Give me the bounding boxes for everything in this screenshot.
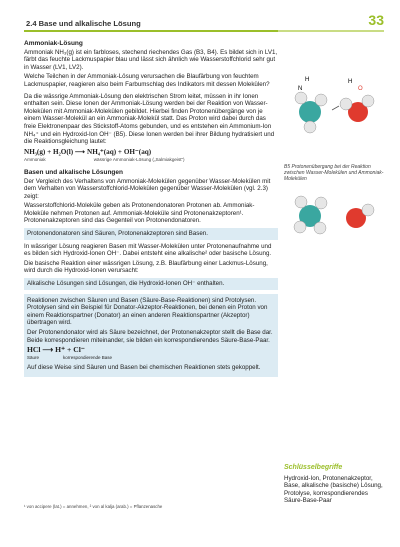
box3-paragraph-1: Reaktionen zwischen Säuren und Basen (Säure-Base-Reaktionen) sind Protolysen. Protolysen sind ein Beispiel für Donator-Akzeptor-Reaktionen, bei denen ein Proton von einem Reaktionspartner (Donator) an einen anderen Reaktionspartner (Akzeptor) übertragen wird. bbox=[27, 296, 268, 327]
hydrogen-atom-icon bbox=[315, 197, 327, 209]
basen-heading: Basen und alkalische Lösungen bbox=[24, 168, 123, 176]
hydrogen-atom-icon bbox=[314, 222, 326, 234]
keywords-list: Hydroxid-Ion, Protonenakzeptor, Base, alkalische (basische) Lösung, Protolyse, korrespondierendes Säure-Base-Paar bbox=[284, 475, 383, 505]
hydrogen-atom-icon bbox=[294, 221, 306, 233]
equation-labels bbox=[24, 156, 278, 164]
definition-box-3 bbox=[24, 294, 278, 377]
definition-box-2: Alkalische Lösungen sind Lösungen, die Hydroxid-Ionen OH⁻ enthalten. bbox=[24, 278, 278, 290]
paragraph-7: Die basische Reaktion einer wässrigen Lösung, z.B. Blaufärbung einer Lackmus-Lösung, wird durch die Hydroxid-Ionen verursacht: bbox=[24, 259, 268, 275]
ammoniak-heading: Ammoniak-Lösung bbox=[24, 40, 83, 47]
ammonia-n-label: N bbox=[298, 86, 303, 92]
header-rule-right bbox=[278, 30, 384, 32]
ion-figure bbox=[284, 178, 384, 258]
reaction-equation: NH₃(g) + H₂O(l) ⟶ NH₄⁺(aq) + OH⁻(aq) bbox=[24, 147, 152, 156]
hcl-label-right: korrespondierende Base bbox=[63, 354, 113, 360]
hydrogen-atom-icon bbox=[295, 92, 307, 104]
hydrogen-atom-icon bbox=[340, 98, 352, 110]
page-margin bbox=[0, 0, 18, 547]
hydrogen-atom-icon bbox=[295, 196, 307, 208]
equation-label-left: Ammoniak bbox=[24, 157, 46, 163]
box3-paragraph-2: Der Protonendonator wird als Säure bezeichnet, der Protonenakzeptor stellt die Base dar. Beide korrespondieren miteinander, sie bilden ein korrespondierendes Säure-Base-Paar. bbox=[27, 329, 273, 344]
paragraph-1: Ammoniak NH₃(g) ist ein farbloses, stechend riechendes Gas (B3, B4). Es bildet sich in LV1, färbt das feuchte Lackmuspapier blau und lässt sich ähnlich wie Wasserstoffchlorid sehr gut in Wasser (LV1, LV2). bbox=[24, 48, 278, 71]
hcl-label-left: Säure bbox=[27, 354, 40, 360]
hydrogen-atom-icon bbox=[315, 94, 327, 106]
paragraph-5: Wasserstoffchlorid-Moleküle geben als Protonendonatoren Protonen ab. Ammoniak-Moleküle nehmen Protonen auf. Ammoniak-Moleküle sind Protonenakzeptoren¹. Protonenakzeptoren sind das Gegenteil von Protonendonatoren. bbox=[24, 202, 255, 225]
water-o-label: O bbox=[358, 86, 363, 92]
figure-caption: B5 Protonenübergang bei der Reaktion zwischen Wasser-Molekülen und Ammoniak-Molekülen bbox=[284, 164, 384, 182]
hcl-equation: HCl ⟶ H⁺ + Cl⁻ bbox=[27, 345, 85, 355]
page-number: 33 bbox=[368, 12, 384, 28]
hydrogen-atom-icon bbox=[362, 204, 374, 216]
molecule-figure bbox=[284, 70, 384, 170]
ammonia-h-label: H bbox=[305, 77, 310, 83]
hydrogen-atom-icon bbox=[362, 95, 374, 107]
hydrogen-atom-icon bbox=[304, 121, 316, 133]
paragraph-3: Da die wässrige Ammoniak-Lösung den elektrischen Strom leitet, müssen in ihr Ionen enthalten sein. Diese Ionen der Ammoniak-Lösung werden bei der Reaktion von Wasser-Molekülen mit Ammoniak-Molekülen gebildet. Hierbei finden Protonenübergänge von je einem Wasser-Molekül an ein Ammoniak-Molekül statt. Das Proton wird dabei durch das freie Elektronenpaar des Stickstoff-Atoms gebunden, und es entstehen ein Ammonium-Ion NH₄⁺ und ein Hydroxid-Ion OH⁻ (B5). Diese Ionen werden bei ihrer Bildung hydratisiert und die Reaktionsgleichung lautet: bbox=[24, 92, 275, 146]
definition-box-1: Protonendonatoren sind Säuren, Protonenakzeptoren sind Basen. bbox=[24, 228, 278, 240]
paragraph-2: Welche Teilchen in der Ammoniak-Lösung verursachen die Blaufärbung von feuchtem Lackmuspapier, reagieren also beim Farbumschlag des Indikators mit dessen Molekülen? bbox=[24, 73, 270, 88]
equation-label-right: wässrige Ammoniak-Lösung („Salmiakgeist“) bbox=[93, 157, 185, 163]
transfer-arrow-icon bbox=[332, 106, 339, 110]
page-header bbox=[24, 12, 384, 32]
main-column bbox=[24, 36, 278, 381]
water-h-label: H bbox=[348, 79, 353, 85]
keywords-title: Schlüsselbegriffe bbox=[284, 464, 343, 471]
header-rule bbox=[24, 30, 278, 32]
section-title: 2.4 Base und alkalische Lösung bbox=[26, 19, 141, 28]
paragraph-4: Der Vergleich des Verhaltens von Ammoniak-Molekülen gegenüber Wasser-Molekülen mit dem Verhalten von Wasserstoffchlorid-Molekülen gegenüber Wasser-Molekülen (vgl. 2.3) zeigt: bbox=[24, 177, 271, 200]
hcl-labels bbox=[27, 354, 275, 362]
paragraph-6: In wässriger Lösung reagieren Basen mit Wasser-Molekülen unter Protonenaufnahme und es bilden sich Hydroxid-Ionen OH⁻. Dabei entsteht eine alkalische² oder basische Lösung. bbox=[24, 242, 272, 258]
footnote: ¹ von accipere (lat.) = annehmen, ² von al kalja (arab.) = Pflanzenasche bbox=[24, 504, 163, 509]
box3-paragraph-3: Auf diese Weise sind Säuren und Basen bei chemischen Reaktionen stets gekoppelt. bbox=[27, 364, 261, 372]
